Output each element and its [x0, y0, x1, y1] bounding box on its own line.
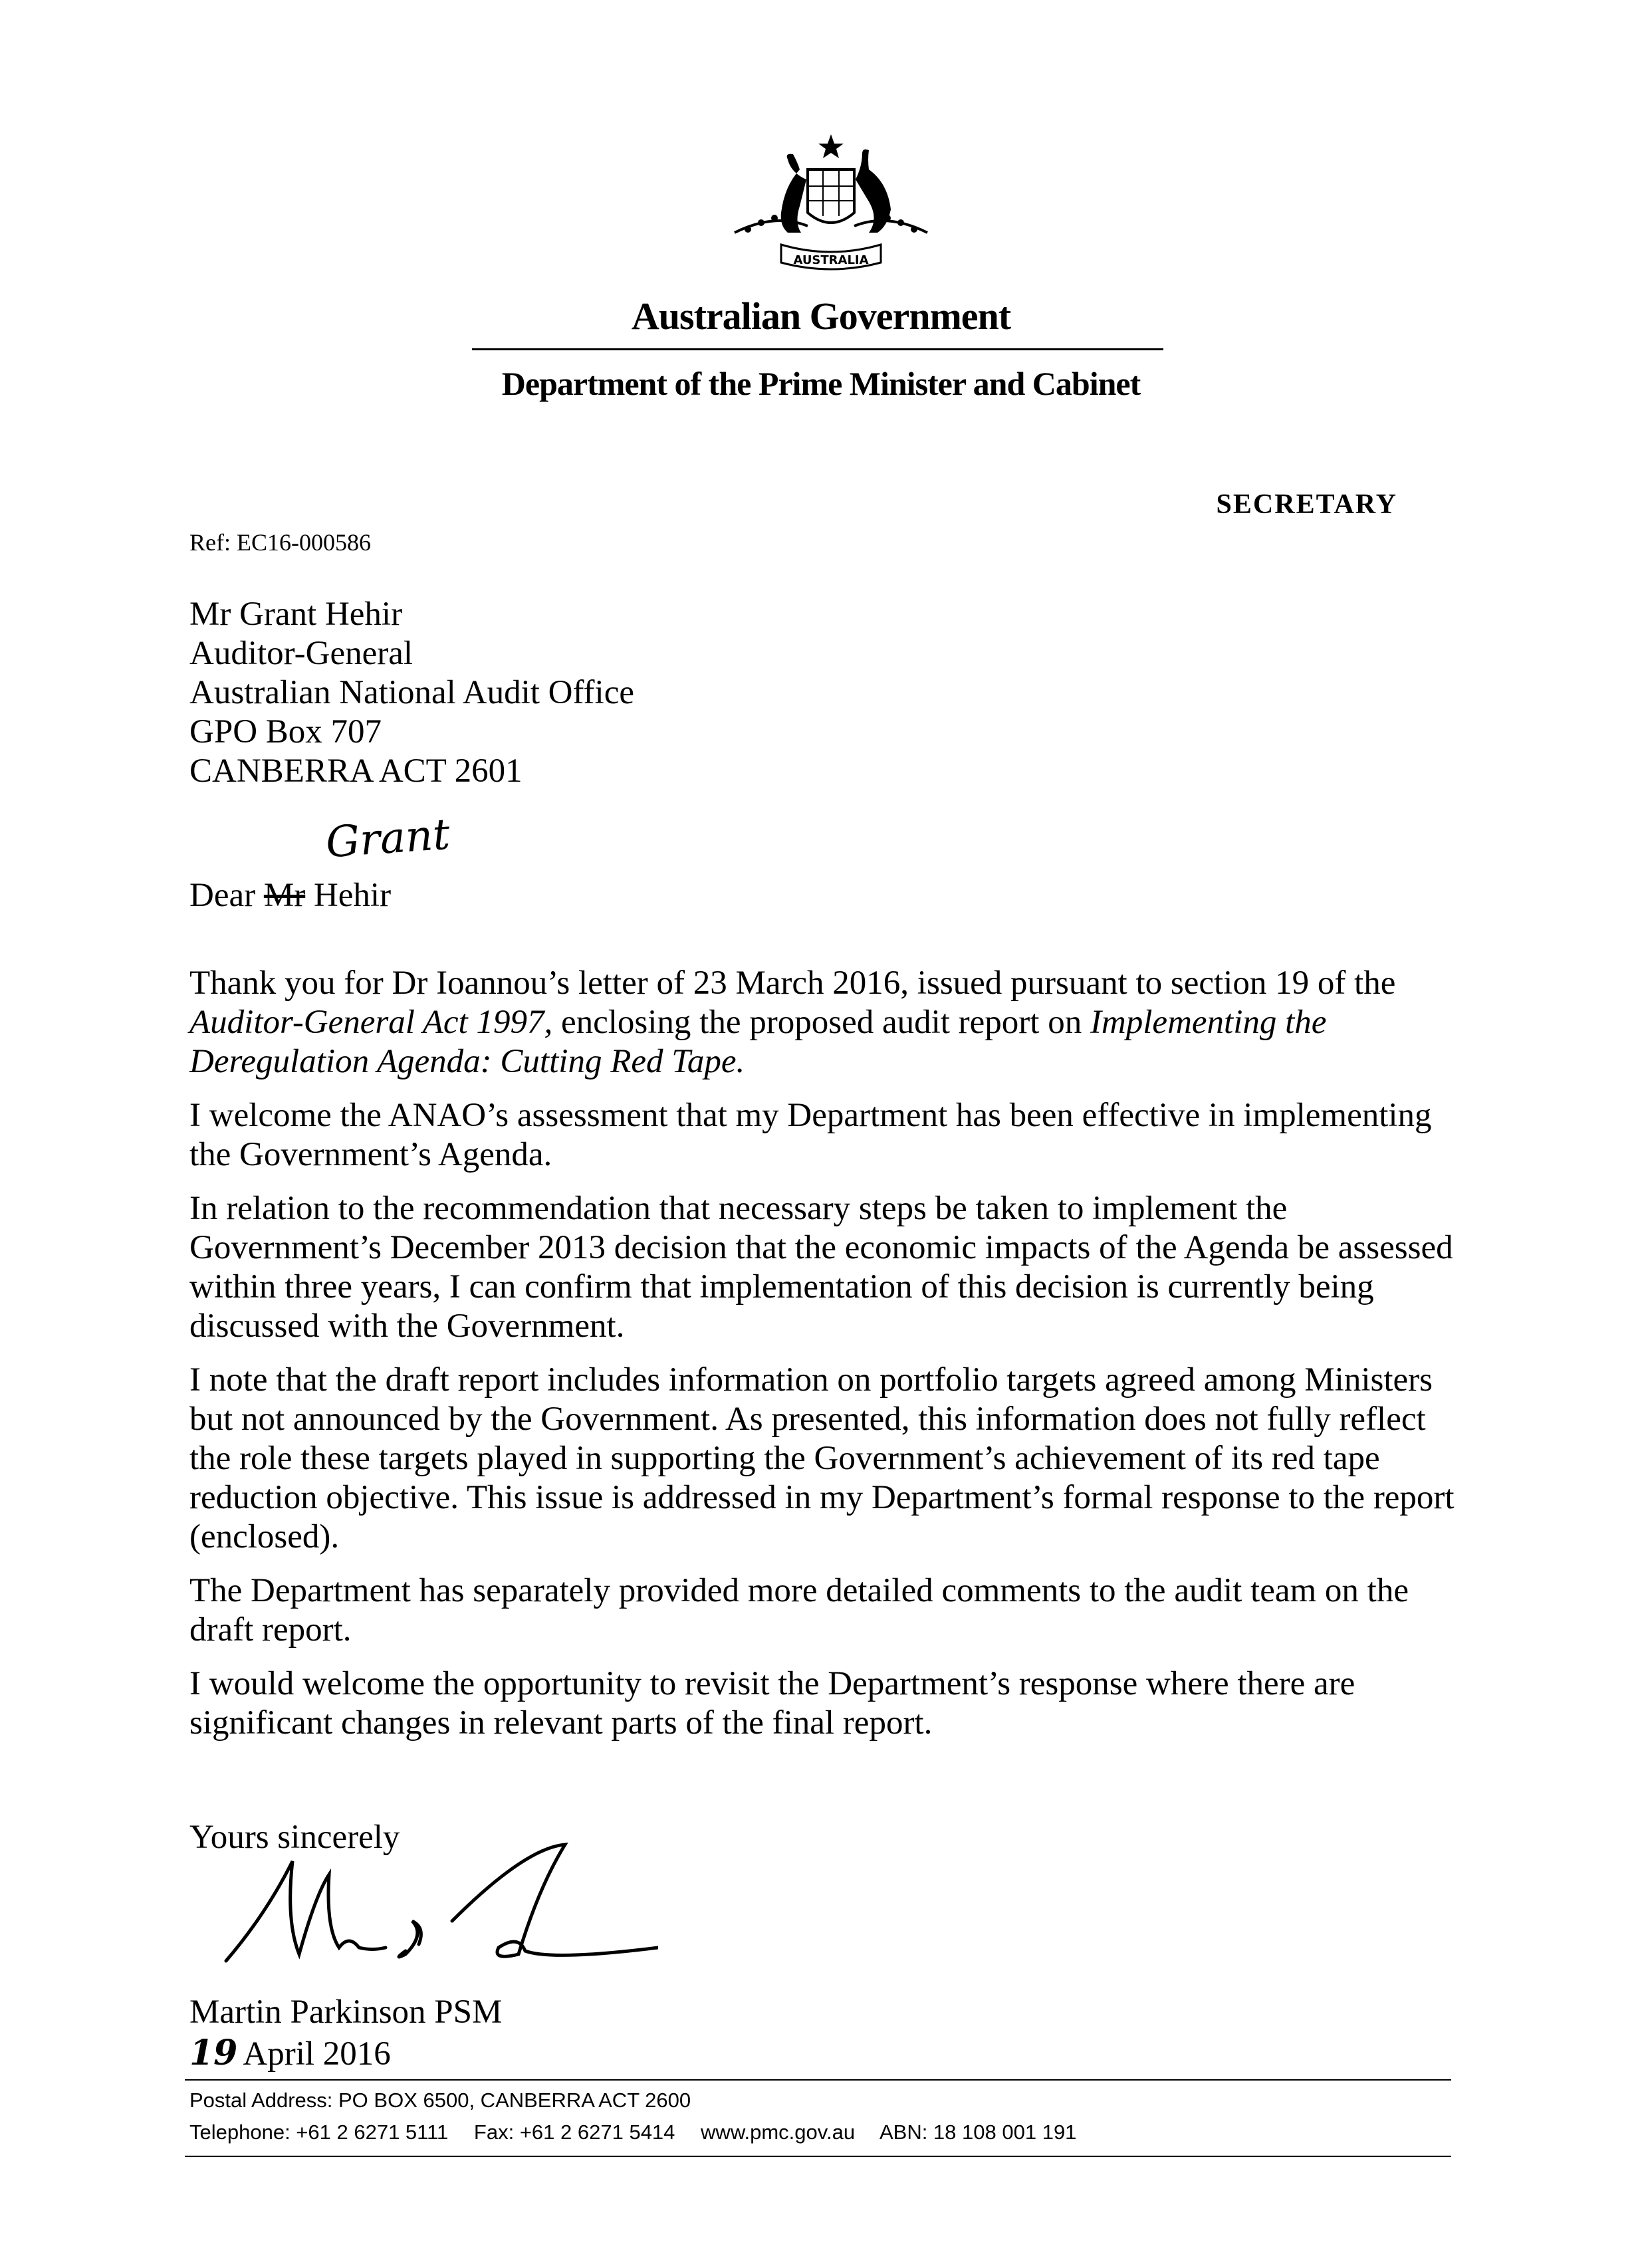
salutation-struck-title: Mr [263, 877, 306, 914]
department-name: Department of the Prime Minister and Cabinet [501, 365, 1141, 402]
footer-contact-line [189, 2120, 1096, 2144]
act-title: Auditor-General Act 1997, [189, 1004, 553, 1041]
salutation [189, 876, 391, 915]
recipient-organisation: Australian National Audit Office [189, 674, 634, 711]
paragraph-6: I would welcome the opportunity to revisit the Department’s response where there are significant changes in relevant parts of the final report. [189, 1665, 1355, 1742]
handwritten-day: 19 [189, 2033, 238, 2073]
footer-abn: ABN: 18 108 001 191 [879, 2120, 1077, 2144]
recipient-title: Auditor-General [189, 635, 413, 672]
salutation-surname: Hehir [305, 877, 392, 914]
signature-date [189, 2033, 391, 2073]
letterhead-divider [472, 348, 1163, 350]
closing: Yours sincerely [189, 1819, 400, 1856]
date-month-year: April 2016 [243, 2035, 391, 2073]
footer-divider-top [185, 2079, 1451, 2081]
letter-body [189, 964, 1466, 1758]
footer-website: www.pmc.gov.au [701, 2120, 856, 2144]
paragraph-5: The Department has separately provided more detailed comments to the audit team on the draft report. [189, 1572, 1409, 1648]
paragraph-1: Thank you for Dr Ioannou’s letter of 23 March 2016, issued pursuant to section 19 of the Auditor-General Act 1997, enclosing the proposed audit report on Implementing the Deregulation Agenda: Cutting Red Tape. [189, 964, 1396, 1080]
recipient-name: Mr Grant Hehir [189, 596, 403, 633]
recipient-city: CANBERRA ACT 2601 [189, 752, 523, 790]
footer-divider-bottom [185, 2156, 1451, 2157]
reference-number: Ref: EC16-000586 [189, 529, 371, 556]
crest-scroll-text: AUSTRALIA [793, 253, 869, 267]
paragraph-3: In relation to the recommendation that necessary steps be taken to implement the Government’s December 2013 decision that the economic impacts of the Agenda be assessed within three years, I can confirm that implementation of this decision is currently being discussed with the Government. [189, 1190, 1453, 1345]
signature-icon [206, 1835, 658, 1974]
paragraph-2: I welcome the ANAO’s assessment that my Department has been effective in implementing the Government’s Agenda. [189, 1097, 1432, 1173]
footer-telephone: Telephone: +61 2 6271 5111 [189, 2120, 449, 2144]
footer-postal-address: Postal Address: PO BOX 6500, CANBERRA ACT 2600 [189, 2089, 691, 2112]
paragraph-4: I note that the draft report includes information on portfolio targets agreed among Ministers but not announced by the Government. As presented, this information does not fully reflect the role these targets played in supporting the Government’s achievement of its red tape reduction objective. This issue is addressed in my Department’s formal response to the report (enclosed). [189, 1361, 1455, 1555]
footer-fax: Fax: +61 2 6271 5414 [473, 2120, 675, 2144]
handwritten-first-name: Grant [324, 810, 452, 868]
recipient-address [189, 595, 634, 791]
commonwealth-coat-of-arms-icon [721, 133, 941, 286]
signatory-name: Martin Parkinson PSM [189, 1993, 503, 2031]
office-title: SECRETARY [1216, 489, 1397, 520]
salutation-prefix: Dear [189, 877, 264, 914]
recipient-box: GPO Box 707 [189, 713, 382, 750]
report-title: Implementing the Deregulation Agenda: Cutting Red Tape. [189, 1004, 1327, 1080]
government-name: Australian Government [631, 294, 1011, 338]
